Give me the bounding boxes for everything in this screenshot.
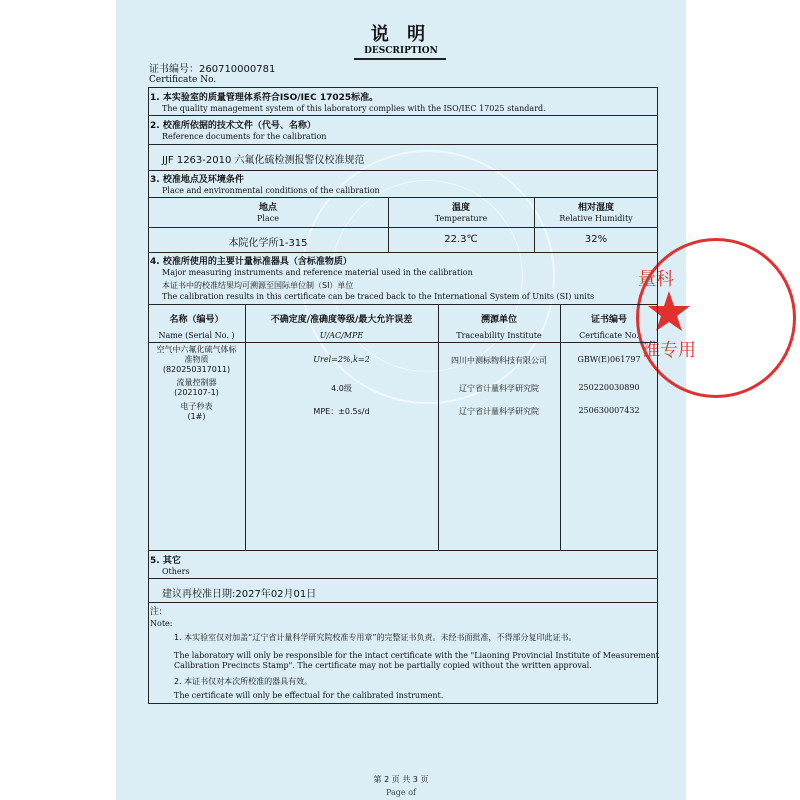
std-row1-institute: 四川中测标物科技有限公司 <box>451 356 547 365</box>
calibration-stamp <box>636 238 796 398</box>
env-header-temp: 温度 <box>451 203 470 213</box>
std-row2-institute: 辽宁省计量科学研究院 <box>459 384 539 393</box>
divider <box>148 550 658 551</box>
divider <box>148 252 658 253</box>
section4-cn2: 本证书中的校准结果均可溯源至国际单位制（SI）单位 <box>162 281 354 290</box>
divider <box>148 227 658 228</box>
section4-title: 4. 校准所使用的主要计量标准器具（含标准物质） <box>150 257 352 267</box>
note2-en: The certificate will only be effectual for the calibrated instrument. <box>174 691 444 700</box>
section1-title: 1. 本实验室的质量管理体系符合ISO/IEC 17025标准。 <box>150 93 379 103</box>
std-header-institute-en: Traceability Institute <box>456 331 542 340</box>
cert-no-label-en: Certificate No. <box>149 75 217 85</box>
env-header-place: 地点 <box>258 203 277 213</box>
std-row1-name-line: (820250317011) <box>162 365 231 374</box>
divider <box>148 602 658 603</box>
divider <box>148 170 658 171</box>
recalibration-date: 建议再校准日期:2027年02月01日 <box>162 589 317 600</box>
section1-en: The quality management system of this laboratory complies with the ISO/IEC 17025 standard. <box>162 104 546 113</box>
divider <box>148 197 658 198</box>
std-header-uncertainty: 不确定度/准确度等级/最大允许误差 <box>270 315 413 325</box>
page-subtitle: DESCRIPTION <box>364 46 438 56</box>
cert-no-value: 260710000781 <box>199 64 276 75</box>
col-divider <box>438 304 439 550</box>
std-row1-name-line: 空气中六氟化硫气体标 <box>156 345 237 354</box>
divider <box>148 342 658 343</box>
divider <box>148 304 658 305</box>
std-header-cert: 证书编号 <box>590 315 627 325</box>
std-row2-cert: 250220030890 <box>578 383 640 392</box>
stamp-text-top: 量科 <box>638 269 674 290</box>
std-row1-uncertainty: Urel=2%,k=2 <box>313 355 370 364</box>
env-place-value: 本院化学所1-315 <box>228 238 308 249</box>
cert-no-label-cn: 证书编号： <box>149 64 199 75</box>
notes-label-cn: 注: <box>150 607 163 617</box>
std-row2-uncertainty: 4.0级 <box>331 384 352 393</box>
divider <box>148 578 658 579</box>
env-header-place-en: Place <box>257 214 279 223</box>
std-row2-name-line: 流量控制器 <box>176 378 217 387</box>
std-header-name: 名称（编号） <box>169 315 224 325</box>
std-row2-name-line: (202107-1) <box>174 388 219 397</box>
note1-en-line1: The laboratory will only be responsible for the intact certificate with the "Liaoning Provincial Institute of Measurement <box>174 651 659 660</box>
std-row3-name-line: (1#) <box>187 412 206 421</box>
std-row3-name-line: 电子秒表 <box>180 402 213 411</box>
std-header-uncertainty-en: U/AC/MPE <box>319 331 364 340</box>
section5-title: 5. 其它 <box>150 556 181 566</box>
notes-label-en: Note: <box>150 619 173 628</box>
std-header-name-en: Name (Serial No. ) <box>158 331 235 340</box>
page-number-en: Page of <box>386 788 416 797</box>
env-humidity-value: 32% <box>584 234 608 245</box>
section3-title: 3. 校准地点及环境条件 <box>150 175 244 185</box>
section2-title: 2. 校准所依据的技术文件（代号、名称） <box>150 121 316 131</box>
section3-en: Place and environmental conditions of the calibration <box>162 186 380 195</box>
env-header-humidity: 相对湿度 <box>577 203 614 213</box>
section5-en: Others <box>162 567 190 576</box>
title-underline <box>354 58 446 60</box>
note1-en-line2: Calibration Precincts Stamp". The certificate may not be partially copied without the written approval. <box>174 661 592 670</box>
section2-en: Reference documents for the calibration <box>162 132 327 141</box>
section2-document: JJF 1263-2010 六氟化硫检测报警仪校准规范 <box>162 155 365 166</box>
std-row3-uncertainty: MPE：±0.5s/d <box>313 407 370 416</box>
page-number-cn: 第 2 页 共 3 页 <box>373 775 429 784</box>
std-row3-institute: 辽宁省计量科学研究院 <box>459 407 539 416</box>
note1-cn: 1. 本实验室仅对加盖“辽宁省计量科学研究院校准专用章”的完整证书负责。未经书面批准，不得部分复印此证书。 <box>174 633 577 642</box>
std-row1-cert: GBW(E)061797 <box>577 355 641 364</box>
stamp-text-side: 准专用 <box>642 340 696 361</box>
certificate-page <box>116 0 696 800</box>
page-title: 说 明 <box>370 24 432 45</box>
section4-en2: The calibration results in this certificate can be traced back to the International System of Units (SI) units <box>162 292 595 301</box>
std-row2-name <box>148 378 245 398</box>
env-header-temp-en: Temperature <box>434 214 488 223</box>
env-temp-value: 22.3℃ <box>444 234 478 245</box>
std-row1-name-line: 准物质 <box>184 355 209 364</box>
std-row3-name <box>148 402 245 422</box>
divider <box>148 144 658 145</box>
std-row3-cert: 250630007432 <box>578 406 640 415</box>
col-divider <box>560 304 561 550</box>
col-divider <box>245 304 246 550</box>
std-row1-name <box>148 345 245 375</box>
env-header-humidity-en: Relative Humidity <box>559 214 633 223</box>
divider <box>148 115 658 116</box>
section4-en1: Major measuring instruments and reference material used in the calibration <box>162 268 473 277</box>
cert-no-label <box>149 60 275 75</box>
note2-cn: 2. 本证书仅对本次所校准的器具有效。 <box>174 677 313 686</box>
std-header-cert-en: Certificate No. <box>579 331 639 340</box>
std-header-institute: 溯源单位 <box>480 315 517 325</box>
